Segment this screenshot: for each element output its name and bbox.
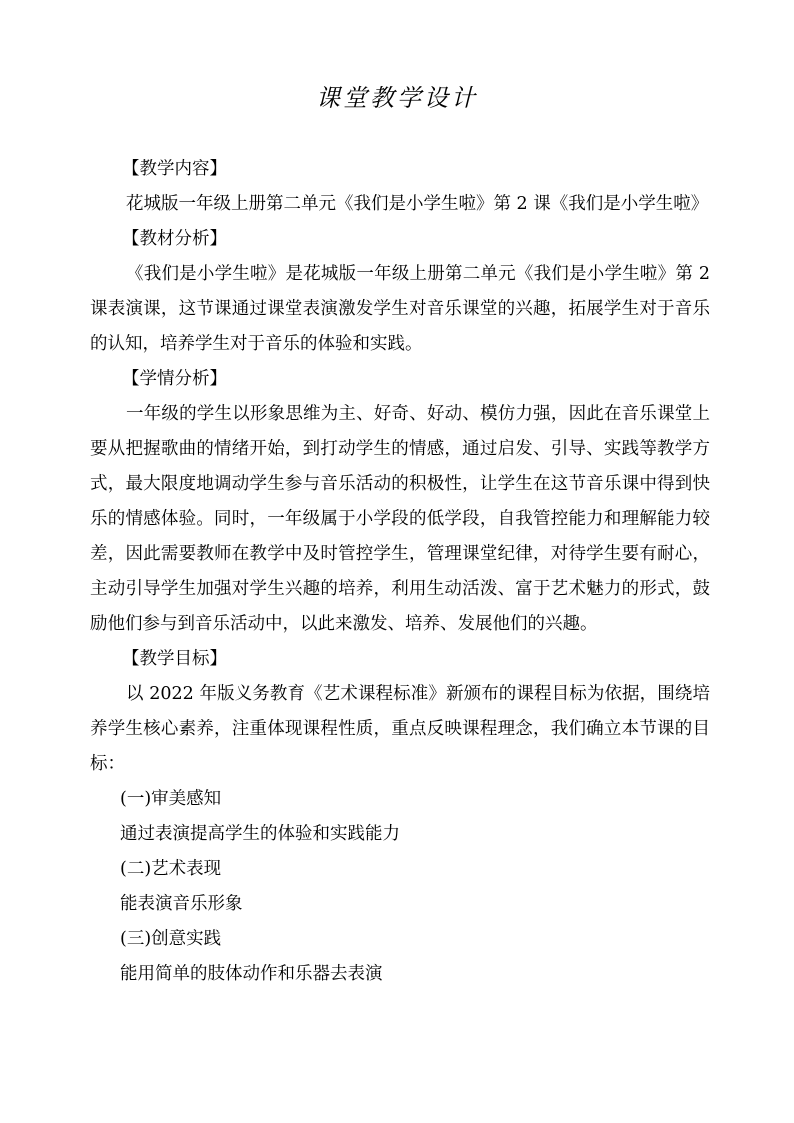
goal-label-3: (三)创意实践 <box>120 929 222 949</box>
goal-label-1: (一)审美感知 <box>120 789 222 809</box>
page-title: 课堂教学设计 <box>316 84 478 112</box>
section-text-students: 一年级的学生以形象思维为主、好奇、好动、模仿力强，因此在音乐课堂上要从把握歌曲的情绪开始，到打动学生的情感，通过启发、引导、实践等教学方式，最大限度地调动学生参与音乐活动的积极性，让学生在这节音乐课中得到快乐的情感体验。同时，一年级属于小学段的低学段，自我管控能力和理解能力较差，因此需要教师在教学中及时管控学生，管理课堂纪律，对待学生要有耐心，主动引导学生加强对学生兴趣的培养，利用生动活泼、富于艺术魅力的形式，鼓励他们参与到音乐活动中，以此来激发、培养、发展他们的兴趣。 <box>90 404 710 634</box>
section-heading-students: 【学情分析】 <box>122 369 227 389</box>
goal-detail-1: 通过表演提高学生的体验和实践能力 <box>120 824 400 844</box>
section-heading-content: 【教学内容】 <box>122 159 227 179</box>
section-text-content: 花城版一年级上册第二单元《我们是小学生啦》第 2 课《我们是小学生啦》 <box>126 194 709 214</box>
section-heading-goals: 【教学目标】 <box>122 649 227 669</box>
document-body <box>90 152 710 992</box>
section-text-goals: 以 2022 年版义务教育《艺术课程标准》新颁布的课程目标为依据，围绕培养学生核心素养，注重体现课程性质，重点反映课程理念，我们确立本节课的目标： <box>90 684 710 774</box>
goal-detail-2: 能表演音乐形象 <box>120 894 243 914</box>
section-text-textbook: 《我们是小学生啦》是花城版一年级上册第二单元《我们是小学生啦》第 2 课表演课，这节课通过课堂表演激发学生对音乐课堂的兴趣，拓展学生对于音乐的认知，培养学生对于音乐的体验和实践。 <box>90 264 710 354</box>
goal-label-2: (二)艺术表现 <box>120 859 222 879</box>
section-heading-textbook: 【教材分析】 <box>122 229 227 249</box>
goal-detail-3: 能用简单的肢体动作和乐器去表演 <box>120 964 383 984</box>
